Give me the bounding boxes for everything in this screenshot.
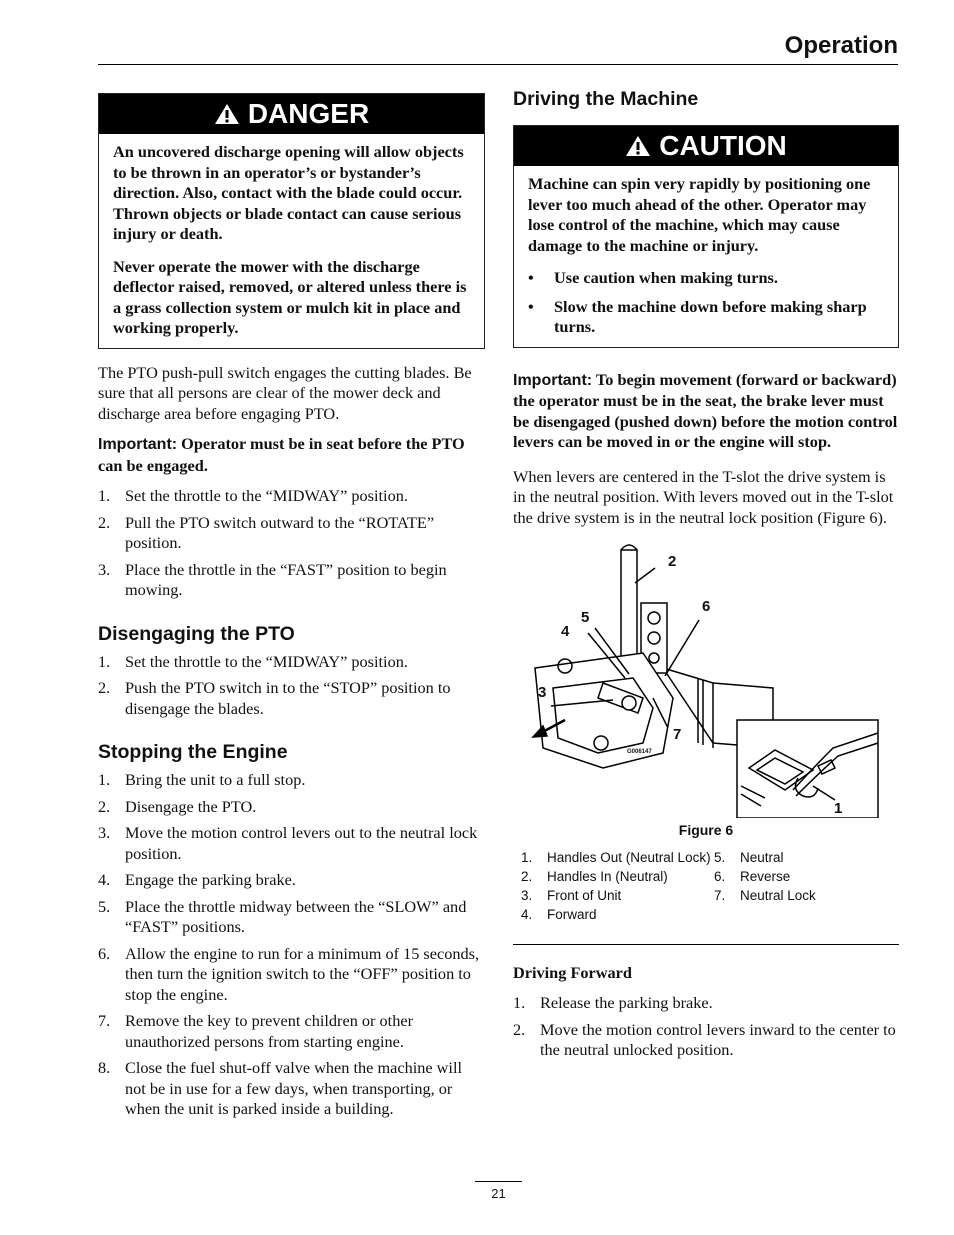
figure-legend <box>513 850 899 926</box>
disengage-heading: Disengaging the PTO <box>98 622 295 645</box>
list-item: 8. Close the fuel shut-off valve when the machine will not be in use for a few days, when transporting, or when the unit is parked inside a building. <box>98 1058 462 1118</box>
list-item: 2. Move the motion control levers inward to the center to the neutral unlocked position. <box>513 1019 896 1059</box>
callout-4: 4 <box>561 623 570 640</box>
figure-code: G006147 <box>627 749 652 755</box>
list-item: 6. Allow the engine to run for a minimum of 15 seconds, then turn the ignition switch to the “OFF” position to stop the engine. <box>98 943 480 1004</box>
list-item: 7. Remove the key to prevent children or other unauthorized persons from starting engine. <box>98 1011 413 1051</box>
forward-steps <box>513 993 899 1061</box>
list-item: 1. Release the parking brake. <box>513 993 713 1012</box>
list-item: 3. Move the motion control levers out to the neutral lock position. <box>98 823 478 863</box>
figure-caption: Figure 6 <box>678 822 734 838</box>
left-column <box>98 93 485 1126</box>
list-item: 2. Disengage the PTO. <box>98 796 257 816</box>
list-item: 3. Place the throttle in the “FAST” position to begin mowing. <box>98 559 447 599</box>
important-text: To begin movement (forward or backward) the operator must be in the seat, the brake lever must be disengaged (pushed down) before the motion control levers can be moved in or the engine will stop. <box>513 369 898 451</box>
callout-3: 3 <box>538 684 547 701</box>
danger-header <box>99 94 484 134</box>
caution-body <box>514 166 898 347</box>
important-text: Operator must be in seat before the PTO can be engaged. <box>98 434 465 475</box>
important-label: Important: <box>513 371 593 389</box>
legend-item: 3. Front of Unit <box>521 888 622 903</box>
lever-illustration <box>513 538 899 818</box>
figure-6 <box>513 538 899 818</box>
driving-heading: Driving the Machine <box>513 88 699 110</box>
legend-item: 6. Reverse <box>714 869 791 884</box>
levers-text: When levers are centered in the T-slot the drive system is in the neutral position. With levers moved out in the T-slot the drive system is in the neutral lock position (Figure 6). <box>513 466 894 527</box>
danger-box <box>98 93 485 349</box>
header-rule <box>98 64 898 65</box>
danger-text-2: Never operate the mower with the discharge deflector raised, removed, or altered unless there is a grass collection system or mulch kit in place and working properly. <box>113 256 467 337</box>
callout-1: 1 <box>834 800 843 817</box>
callout-5: 5 <box>581 609 590 626</box>
section-title: Operation <box>784 32 898 59</box>
list-item: 2. Pull the PTO switch outward to the “ROTATE” position. <box>98 512 435 552</box>
section-rule <box>513 944 899 945</box>
stopping-steps <box>98 770 485 1120</box>
legend-item: 5. Neutral <box>714 850 784 865</box>
caution-header <box>514 126 898 166</box>
driving-forward-heading: Driving Forward <box>513 963 632 982</box>
warning-triangle-icon <box>214 103 240 125</box>
engage-steps <box>98 486 485 601</box>
list-item: 1. Set the throttle to the “MIDWAY” position. <box>98 651 408 671</box>
stopping-heading: Stopping the Engine <box>98 741 288 763</box>
danger-label: DANGER <box>247 98 370 129</box>
footer-rule <box>475 1181 522 1182</box>
danger-text-1: An uncovered discharge opening will allow objects to be thrown in an operator’s or bystander’s direction. Also, contact with the blade could occur. Thrown objects or blade contact can cause serious injury or death. <box>113 142 464 243</box>
disengage-steps <box>98 652 485 720</box>
warning-triangle-icon <box>625 135 651 157</box>
list-item: • Use caution when making turns. <box>528 268 884 289</box>
driving-important <box>513 370 899 453</box>
callout-7: 7 <box>673 726 682 743</box>
caution-label: CAUTION <box>659 130 787 161</box>
right-column <box>513 88 899 1067</box>
callout-6: 6 <box>702 598 711 615</box>
list-item: 4. Engage the parking brake. <box>98 870 296 889</box>
list-item: 2. Push the PTO switch in to the “STOP” position to disengage the blades. <box>98 678 451 718</box>
pto-important <box>98 434 485 476</box>
pto-intro: The PTO push-pull switch engages the cutting blades. Be sure that all persons are clear of the mower deck and discharge area before engaging PTO. <box>98 362 472 423</box>
caution-bullets <box>528 268 884 338</box>
caution-text: Machine can spin very rapidly by positioning one lever too much ahead of the other. Operator may lose control of the machine, which may cause damage to the machine or injury. <box>528 174 871 255</box>
danger-body <box>99 134 484 348</box>
caution-box <box>513 125 899 348</box>
legend-item: 2. Handles In (Neutral) <box>521 869 668 884</box>
list-item: 5. Place the throttle midway between the “SLOW” and “FAST” positions. <box>98 896 467 936</box>
legend-item: 1. Handles Out (Neutral Lock) <box>521 850 711 865</box>
important-label: Important: <box>98 436 178 453</box>
callout-2: 2 <box>668 553 677 570</box>
legend-item: 4. Forward <box>521 907 597 922</box>
legend-item: 7. Neutral Lock <box>714 888 816 903</box>
list-item: • Slow the machine down before making sharp turns. <box>528 297 884 338</box>
list-item: 1. Set the throttle to the “MIDWAY” position. <box>98 486 408 505</box>
list-item: 1. Bring the unit to a full stop. <box>98 770 306 789</box>
page-number: 21 <box>491 1186 506 1201</box>
